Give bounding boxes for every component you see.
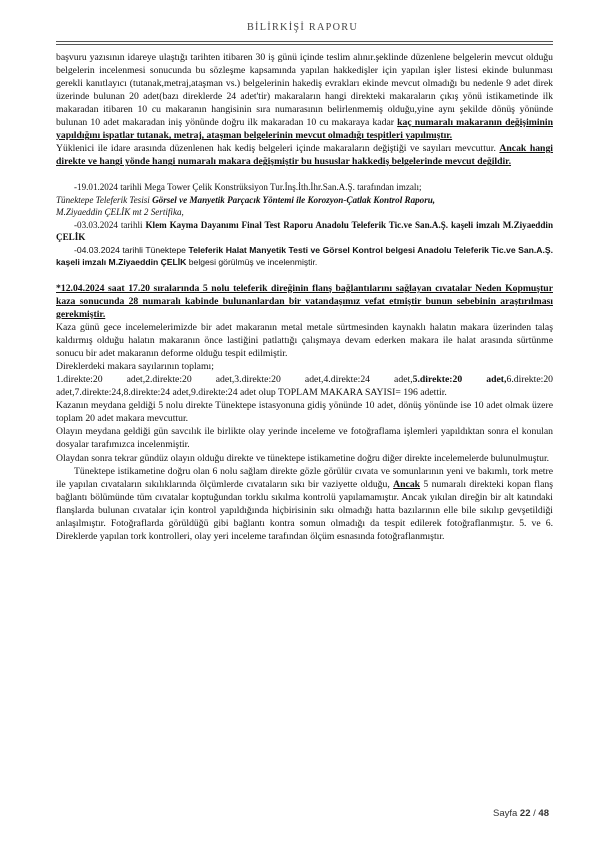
paragraph-sheave-totals-label: Direklerdeki makara sayılarının toplamı; bbox=[56, 361, 214, 373]
underlined-finding: Ancak hangi direkte ve hangi yönde hangi numaralı makara değişmiştir bu hususlar hakkediş belgelerinde mevcut değildir. bbox=[56, 143, 553, 168]
highlight-tower-5: 5.direkte:20 adet, bbox=[412, 374, 507, 386]
header-rule bbox=[56, 41, 553, 42]
paragraph-daylight-check: Olaydan sonra tekrar gündüz olayın olduğu direkte ve tünektepe istikametine doğru diğer direkte incelemelerde bulunulmuştur. bbox=[56, 452, 550, 464]
paragraph-delivery: başvuru yazısının idareye ulaştığı tarihten itibaren 30 iş günü içinde teslim alınır.şeklinde düzenlene belgelerin mevcut olduğu belgelerin incelenmesi sonucunda bu sözleşme kapsamında yapılan hakkedişler için yapılan işler listesi ekinde bulunması gerekli kanıtlayıcı (tutanak,metraj,ataşman vs.) belgelerinin hakediş evrakları ekinde mevcut olmadığı bu nedenle 9 adet direk üzerinde bulunan 20 adet(bazı direklerde 24 adet'tir) makaraların hangi direkteki makaraların çıkış yönü istikametinde ilk makaradan itibaren 10 cu makaranın hangisinin sıra numarasının belirlenmemiş olduğu,yine aynı şekilde dönüş yönünde bulunan 10 adet makaradan iniş yönünde doğru ilk makaradan 10 cu makaraya kadar kaç numaralı makaranın değişiminin yapıldığını ispatlar tutanak, metraj, ataşman belgelerinin mevcut olmadığı tespitleri yapılmıştır. bbox=[56, 52, 553, 142]
paragraph-tower-5: Kazanın meydana geldiği 5 nolu direkte Tünektepe istasyonuna gidiş yönünde 10 adet, dönüş yönünde ise 10 adet olmak üzere toplam 20 adet makara mevcuttur. bbox=[56, 400, 553, 425]
paragraph-site-visit: Olayın meydana geldiği gün savcılık ile birlikte olay yerinde inceleme ve fotoğraflama işlemleri yapıldıktan sonra el konulan dosyalar tarafımızca incelenmiştir. bbox=[56, 426, 553, 451]
incident-heading: *12.04.2024 saat 17.20 sıralarında 5 nolu teleferik direğinin flanş bağlantılarını sağlayan cıvatalar Neden Kopmuştur kaza sonucunda 28 numaralı kabinde bulunanlardan bir vatandaşımız vefat etmiştir bunun sebebinin araştırılması gerekmiştir. bbox=[56, 282, 553, 321]
page-number: Sayfa 22 / 48 bbox=[492, 808, 549, 819]
reference-1-cont: Tünektepe Teleferik Tesisi Görsel ve Manyetik Parçacık Yöntemi ile Korozyon-Çatlak Kontrol Raporu, bbox=[56, 194, 436, 205]
report-header: BİLİRKİŞİ RAPORU bbox=[246, 22, 359, 33]
paragraph-torque-check: Tünektepe istikametine doğru olan 6 nolu sağlam direkte gözle görülür cıvata ve somunlarının yeni ve bakımlı, tork metre ile yapılan cıvataların sıkılıklarında ölçümlerde cıvataların sıkı bir vaziyette olduğu, Ancak 5 numaralı direkteki kopan flanş bağlantı bölümünde tüm cıvatalar koptuğundan torklu sıkılma kontrolü yapılamamıştır. Ancak yıkılan direğin bir alt katındaki flanşlarda bulunan cıvatalar için kontrol yapıldığında hiçbirisinin sıkı olmadığı hatta bazılarının elle bile sıkılıp gevşetildiği anlaşılmıştır. Fotoğraflarda görüldüğü gibi bağlantı kontra somun olmadığı da tespit edilerek fotoğraflanmıştır. 5. ve 6. Direklerde yapılan tork kontrolleri, olay yeri inceleme tarafından ölçüm esnasında fotoğraflanmıştır. bbox=[56, 465, 553, 542]
reference-1: -19.01.2024 tarihli Mega Tower Çelik Konstrüksiyon Tur.İnş.İth.İhr.San.A.Ş. tarafından imzalı; bbox=[74, 182, 422, 193]
reference-3: -04.03.2024 tarihli Tünektepe Teleferik Halat Manyetik Testi ve Görsel Kontrol belgesi Anadolu Teleferik Tic.ve San.A.Ş. kaşeli imzalı M.Ziyaeddin ÇELİK belgesi görülmüş ve incelenmiştir. bbox=[56, 244, 553, 268]
page-content bbox=[56, 51, 553, 543]
paragraph-inspection: Kaza günü gece incelemelerimizde bir adet makaranın metal metale sürtmesinden kaynaklı halatın makara üzerinden talaş kaldırmış olduğu halatın makaranın önce lastiğini patlattığı çalışmaya devam ederken makara ile halat arasında sürtünme sonucu bir adet makaranın deforme olduğu tespit edilmiştir. bbox=[56, 322, 553, 360]
header-rule-thin bbox=[56, 44, 553, 45]
underlined-finding: kaç numaralı makaranın değişiminin yapıldığını ispatlar tutanak, metraj, ataşman belgelerinin mevcut olmadığı tespitleri yapılmıştır. bbox=[56, 117, 553, 142]
reference-2: -03.03.2024 tarihli Klem Kayma Dayanımı Final Test Raporu Anadolu Teleferik Tic.ve San.A.Ş. kaşeli imzalı M.Ziyaeddin ÇELİK bbox=[56, 219, 554, 243]
reference-1-signer: M.Ziyaeddin ÇELİK mt 2 Sertifika, bbox=[56, 207, 184, 218]
paragraph-payments: Yüklenici ile idare arasında düzenlenen hak kediş belgeleri içinde makaraların değiştiği ve sayıları mevcuttur. Ancak hangi direkte ve hangi yönde hangi numaralı makara değişmiştir bu hususlar hakkediş belgelerinde mevcut değildir. bbox=[56, 143, 553, 168]
paragraph-sheave-counts: 1.direkte:20 adet,2.direkte:20 adet,3.direkte:20 adet,4.direkte:24 adet,5.direkte:20 adet,6.direkte:20 adet,7.direkte:24,8.direkte:24 adet,9.direkte:24 adet olup TOPLAM MAKARA SAYISI= 196 adettir. bbox=[56, 374, 554, 399]
